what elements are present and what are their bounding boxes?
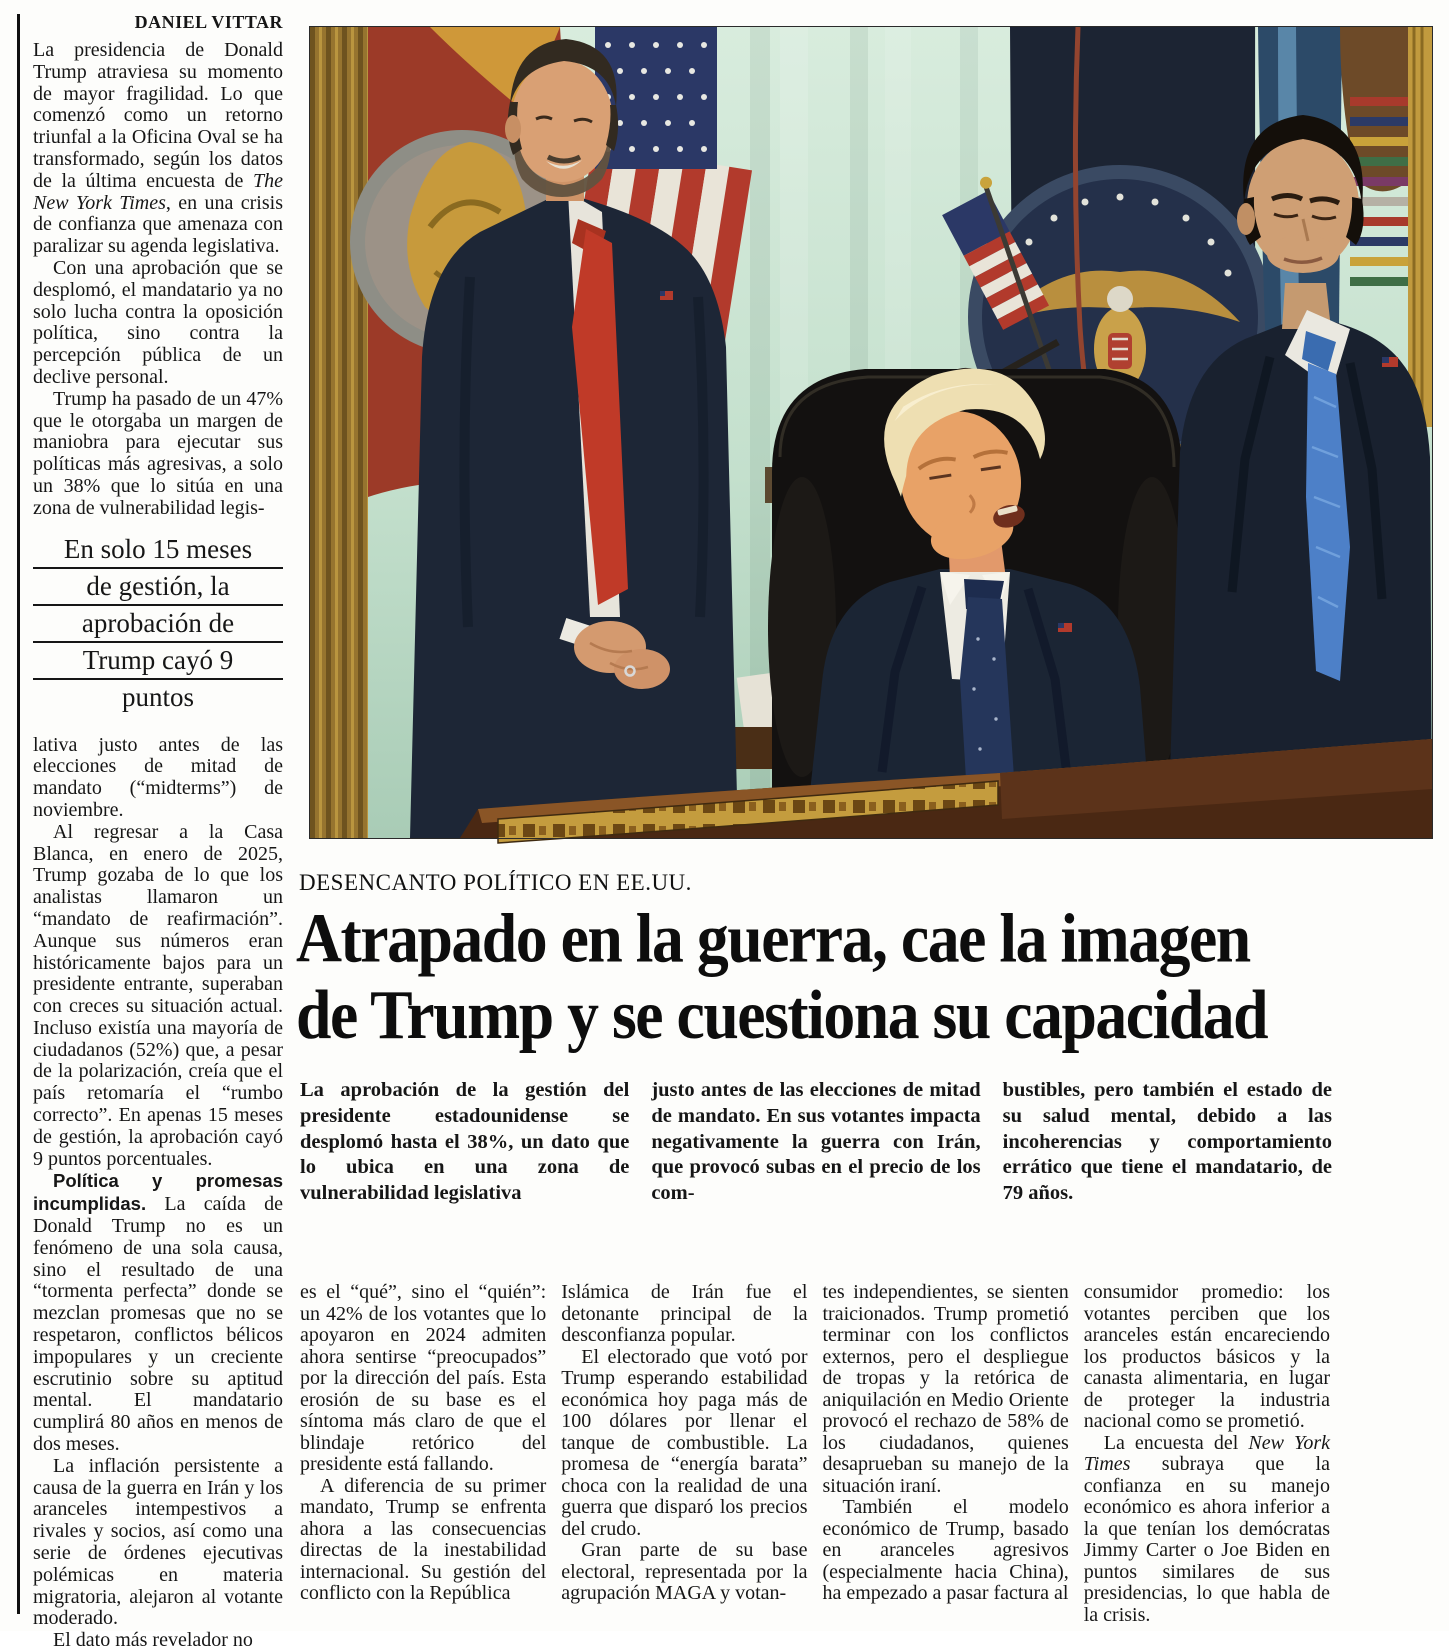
body-column	[300, 1282, 546, 1626]
paragraph: La inflación persistente a causa de la guerra en Irán y los aranceles intempestivos a rivales y socios, así como una serie de órdenes ejecutivas polémicas en materia migratoria, alejaron al votante moderado.	[33, 1454, 283, 1630]
paragraph: Al regresar a la Casa Blanca, en enero de 2025, Trump gozaba de lo que los analistas llamaron un “mandato de reafirmación”. Aunque sus números eran históricamente bajos para un presidente entrante, superaban con creces su situación actual. Incluso existía una mayoría de ciudadanos (52%) que, a pesar de la polarización, creía que el país retomaría el “rumbo correcto”. En apenas 15 meses de gestión, la aprobación cayó 9 puntos porcentuales.	[33, 820, 283, 1170]
paragraph: La encuesta del New York Times subraya que la confianza en su manejo económico es ahora inferior a la que tenían los demócratas Jimmy Carter o Joe Biden en puntos similares de sus presidencias, lo que habla de la crisis.	[1083, 1431, 1330, 1626]
lede-column: bustibles, pero también el estado de su salud mental, debido a las incoherencias y comportamiento errático que tiene el mandatario, de 79 años.	[1002, 1079, 1332, 1205]
pull-quote	[33, 534, 283, 715]
pull-quote-line: puntos	[121, 681, 194, 712]
paragraph: tes independientes, se sienten traicionados. Trump prometió terminar con los conflictos externos, pero el despliegue de tropas y la retórica de aniquilación en Medio Oriente provocó el rechazo de 58% de los ciudadanos, quienes desaprueban su manejo de la situación iraní.	[822, 1281, 1069, 1497]
pull-quote-line: En solo 15 meses	[33, 534, 283, 569]
pull-quote-line: Trump cayó 9	[33, 645, 283, 680]
lede	[300, 1078, 1332, 1207]
left-column	[33, 40, 283, 1652]
headline-line: de Trump y se cuestiona su capacidad	[296, 976, 1268, 1055]
paragraph: El electorado que votó por Trump esperando estabilidad económica hoy paga más de 100 dólares por llenar el tanque de combustible. La promesa de “energía barata” choca con la realidad de una guerra que disparó los precios del crudo.	[561, 1345, 808, 1540]
headline	[296, 901, 1423, 1054]
body-columns	[300, 1282, 1330, 1626]
paragraph: es el “qué”, sino el “quién”: un 42% de los votantes que lo apoyaron en 2024 admiten ahora sentirse “preocupados” por la dirección del país. Esta erosión de su base es el síntoma más claro de que el blindaje retórico del presidente está fallando.	[300, 1281, 547, 1475]
kicker: DESENCANTO POLÍTICO EN EE.UU.	[299, 870, 692, 895]
photo-oval-office	[310, 27, 1432, 838]
curtain-gold	[310, 27, 368, 838]
paragraph: Política y promesas incumplidas. La caída de Donald Trump no es un fenómeno de una sola causa, sino el resultado de una “tormenta perfecta” donde se mezclan promesas que no se respetaron, conflictos bélicos impopulares y un creciente escrutinio sobre su aptitud mental. El mandatario cumplirá 80 años en menos de dos meses.	[33, 1170, 283, 1456]
headline-line: Atrapado en la guerra, cae la imagen	[296, 899, 1250, 978]
photo-illustration	[310, 27, 1432, 838]
paragraph: El dato más revelador no	[53, 1629, 253, 1652]
pull-quote-line: de gestión, la	[33, 571, 283, 606]
paragraph: lativa justo antes de las elecciones de mitad de mandato (“midterms”) de noviembre.	[33, 733, 283, 821]
pull-quote-line: aprobación de	[33, 608, 283, 643]
paragraph: A diferencia de su primer mandato, Trump se enfrenta ahora a las consecuencias directas de la inestabilidad internacional. Su gestión del conflicto con la República	[300, 1474, 547, 1604]
paragraph: Trump ha pasado de un 47% que le otorgaba un margen de maniobra para ejecutar sus políticas más agresivas, a solo un 38% que lo sitúa en una zona de vulnerabilidad legis-	[33, 387, 283, 519]
paragraph: La presidencia de Donald Trump atraviesa su momento de mayor fragilidad. Lo que comenzó como un retorno triunfal a la Oficina Oval se ha transformado, según los datos de la última encuesta de The New York Times, en una crisis de confianza que amenaza con paralizar su agenda legislativa.	[33, 39, 283, 258]
body-column	[823, 1282, 1069, 1626]
body-column	[1084, 1282, 1330, 1626]
lede-column: La aprobación de la gestión del presidente estadounidense se desplomó hasta el 38%, un dato que lo ubica en una zona de vulnerabilidad legislativa	[300, 1079, 630, 1205]
lede-column: justo antes de las elecciones de mitad de mandato. En sus votantes impacta negativamente la guerra con Irán, que provocó subas en el precio de los com-	[651, 1079, 981, 1205]
paragraph: consumidor promedio: los votantes perciben que los aranceles están encareciendo los productos básicos y la canasta alimentaria, en lugar de proteger la industria nacional como se prometió.	[1083, 1281, 1330, 1432]
paragraph: Islámica de Irán fue el detonante principal de la desconfianza popular.	[561, 1281, 808, 1346]
body-column	[561, 1282, 807, 1626]
left-column-rule	[17, 14, 20, 1614]
paragraph: También el modelo económico de Trump, basado en aranceles agresivos (especialmente hacia China), ha empezado a pasar factura al	[822, 1496, 1069, 1604]
byline: DANIEL VITTAR	[134, 12, 283, 32]
paragraph: Con una aprobación que se desplomó, el mandatario ya no solo lucha contra la oposición política, sino contra la percepción pública de un declive personal.	[33, 256, 283, 388]
paragraph: Gran parte de su base electoral, representada por la agrupación MAGA y votan-	[561, 1539, 808, 1604]
